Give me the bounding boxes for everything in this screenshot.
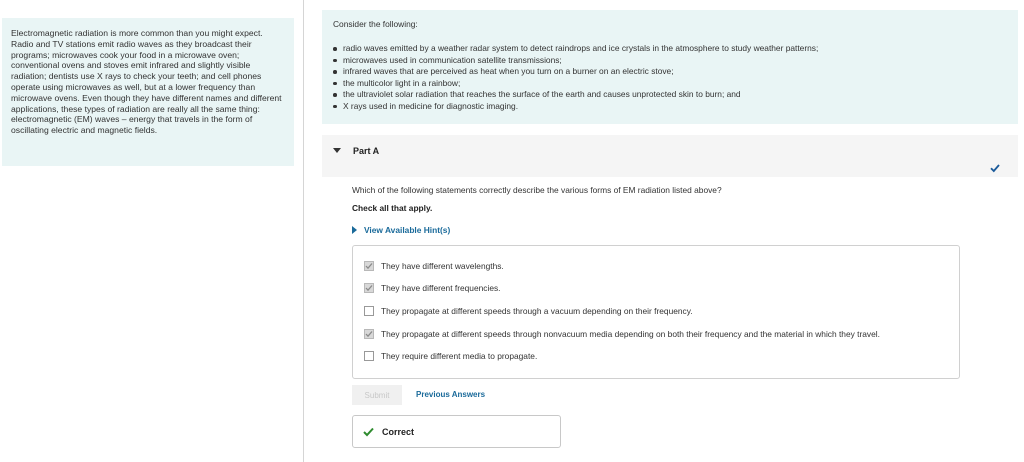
list-item: the multicolor light in a rainbow;: [333, 78, 1008, 90]
intro-box: [322, 10, 1018, 124]
part-a-header[interactable]: [322, 135, 1018, 177]
list-item: X rays used in medicine for diagnostic imaging.: [333, 101, 1008, 113]
column-divider: [303, 0, 304, 462]
option-speeds-vacuum[interactable]: [364, 306, 693, 316]
checkbox[interactable]: [364, 283, 374, 293]
checkmark-icon: [365, 262, 373, 270]
option-different-frequencies[interactable]: [364, 283, 501, 293]
list-item: the ultraviolet solar radiation that reaches the surface of the earth and causes unprotected skin to burn; and: [333, 89, 1008, 101]
collapse-triangle-icon[interactable]: [333, 148, 341, 153]
completed-check-icon: [990, 163, 1000, 173]
option-label: They have different wavelengths.: [381, 261, 504, 271]
context-panel: [2, 18, 294, 166]
checkbox[interactable]: [364, 351, 374, 361]
checkbox[interactable]: [364, 306, 374, 316]
feedback-text: Correct: [382, 426, 415, 437]
option-different-wavelengths[interactable]: [364, 261, 504, 271]
feedback-box: [352, 415, 561, 448]
list-item: radio waves emitted by a weather radar system to detect raindrops and ice crystals in the atmosphere to study weather patterns;: [333, 43, 1008, 55]
option-label: They require different media to propagate.: [381, 351, 538, 361]
part-title: Part A: [353, 146, 380, 156]
intro-list: [333, 43, 1008, 113]
expand-arrow-icon: [352, 226, 357, 234]
checkmark-icon: [365, 330, 373, 338]
answer-options: [352, 245, 960, 379]
question-text: Which of the following statements correctly describe the various forms of EM radiation listed above?: [352, 185, 722, 195]
option-label: They propagate at different speeds through nonvacuum media depending on both their frequency and the material in which they travel.: [381, 329, 880, 339]
option-label: They have different frequencies.: [381, 283, 501, 293]
option-different-media[interactable]: [364, 351, 537, 361]
checkbox[interactable]: [364, 329, 374, 339]
instruction-text: Check all that apply.: [352, 203, 433, 213]
option-speeds-nonvacuum[interactable]: [364, 329, 880, 339]
checkbox[interactable]: [364, 261, 374, 271]
context-text: Electromagnetic radiation is more common than you might expect. Radio and TV stations emit radio waves as they broadcast their programs; microwaves cook your food in a microwave oven; conventional ovens and stoves emit infrared and slightly visible radiation; dentists use X rays to check your teeth; and cell phones operate using microwaves as well, but at a lower frequency than microwave ovens. Even though they have different names and different applications, these types of radiation are really all the same thing: electromagnetic (EM) waves – energy that travels in the form of oscillating electric and magnetic fields.: [11, 28, 282, 136]
intro-title: Consider the following:: [333, 19, 418, 29]
list-item: microwaves used in communication satellite transmissions;: [333, 55, 1008, 67]
previous-answers-link[interactable]: Previous Answers: [416, 390, 486, 399]
checkmark-icon: [365, 284, 373, 292]
list-item: infrared waves that are perceived as heat when you turn on a burner on an electric stove;: [333, 66, 1008, 78]
view-hints-link[interactable]: [352, 225, 450, 235]
option-label: They propagate at different speeds through a vacuum depending on their frequency.: [381, 306, 693, 316]
submit-button[interactable]: Submit: [352, 385, 402, 405]
hint-label: View Available Hint(s): [364, 225, 451, 235]
correct-check-icon: [363, 427, 374, 437]
